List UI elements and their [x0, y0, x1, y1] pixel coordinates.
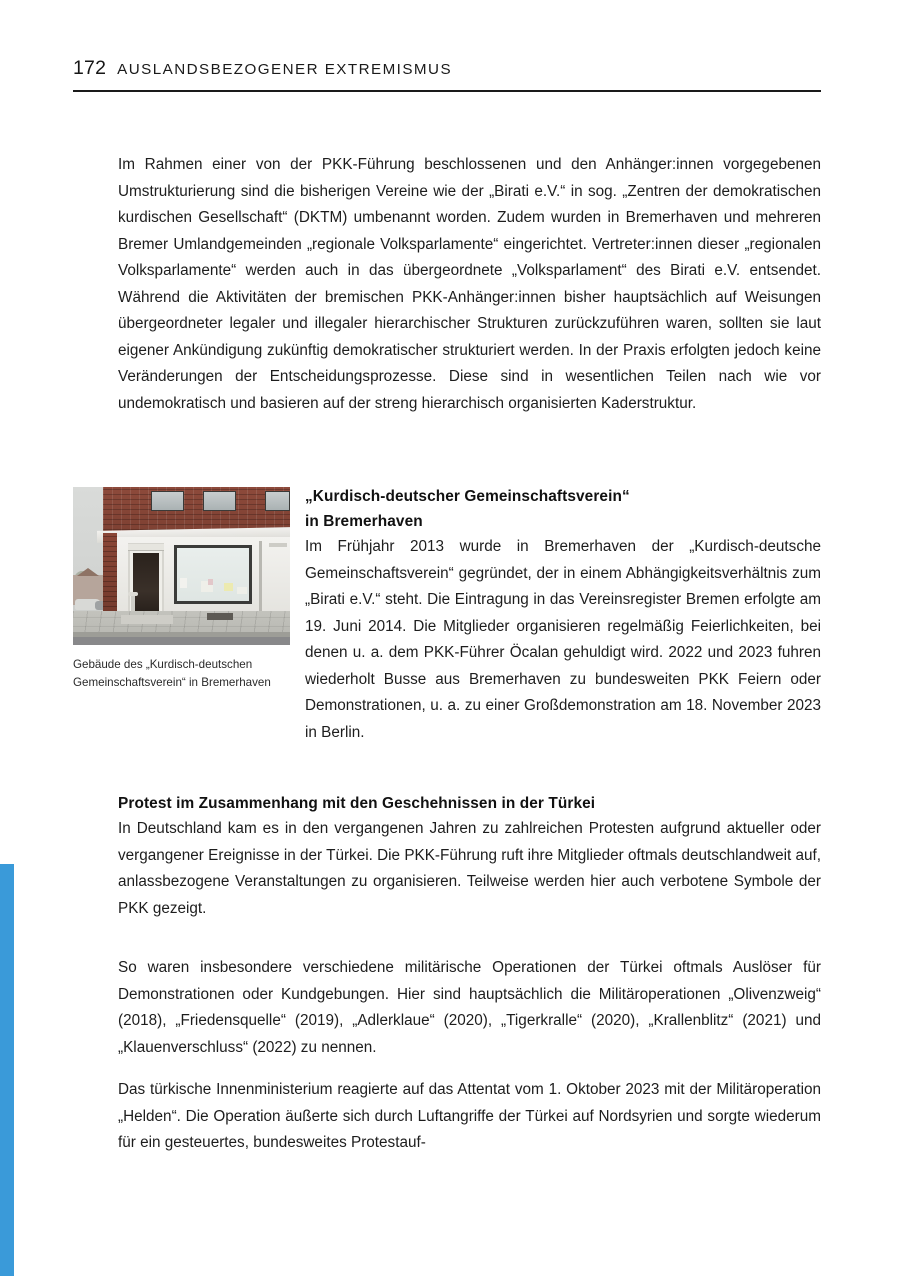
figure-building-photo [73, 487, 290, 691]
figure-caption: Gebäude des „Kurdisch-deutschen Gemeinschaftsverein“ in Bremerhaven [73, 658, 271, 689]
paragraph-protest: In Deutschland kam es in den vergangenen Jahren zu zahlreichen Protesten aufgrund aktueller oder vergangener Ereignisse in der Türkei. Die PKK-Führung ruft ihre Mitglieder oftmals deutschlandweit auf, anlassbezogene Veranstaltungen zu organisieren. Teilweise werden hier auch verbotene Symbole der PKK gezeigt. [118, 820, 821, 917]
chapter-edge-marker [0, 864, 14, 1276]
section-protest [118, 791, 821, 922]
page-number: 172 [73, 57, 107, 79]
photo-entrance-door [133, 553, 159, 617]
heading-gemeinschaftsverein [305, 484, 821, 534]
photo-kurdisch-deutscher-gemeinschaftsverein [73, 487, 290, 645]
heading-line-1: „Kurdisch-deutscher Gemeinschaftsverein“ [305, 488, 630, 505]
paragraph-intro: Im Rahmen einer von der PKK-Führung beschlossenen und den Anhänger:innen vorgegebenen Umstrukturierung sind die bisherigen Vereine wie der „Birati e.V.“ in sog. „Zentren der demokratischen kurdischen Gesellschaft“ (DKTM) umbenannt worden. Zudem wurden in Bremerhaven und mehreren Bremer Umlandgemeinden „regionale Volksparlamente“ eingerichtet. Vertreter:innen dieser „regionalen Volksparlamente“ werden auch in das übergeordnete „Volksparlament“ des Birati e.V. entsendet. Während die Aktivitäten der bremischen PKK-Anhänger:innen bisher hauptsächlich auf Weisungen übergeordneter legaler und illegaler hierarchischer Strukturen zurückzuführen waren, sollten sie laut eigener Ankündigung zukünftig demokratischer strukturiert werden. In der Praxis erfolgten jedoch keine Veränderungen der Entscheidungsprozesse. Diese sind in wesentlichen Teilen nach wie vor undemokratisch und basieren auf der streng hierarchisch organisierten Kaderstruktur. [118, 156, 821, 412]
photo-street-grate [207, 613, 233, 620]
photo-window-poster-5 [237, 587, 247, 594]
photo-window-poster-1 [180, 578, 187, 588]
photo-upper-window-3 [265, 491, 290, 511]
heading-protest: Protest im Zusammenhang mit den Geschehnissen in der Türkei [118, 795, 596, 812]
running-head [73, 57, 821, 80]
paragraph-gemeinschaftsverein: Im Frühjahr 2013 wurde in Bremerhaven der „Kurdisch-deutsche Gemeinschaftsverein“ gegründet, der in einem Abhängigkeitsverhältnis zum „Birati e.V.“ steht. Die Eintragung in das Vereinsregister Bremen erfolgte am 19. Juni 2014. Die Mitglieder organisieren regelmäßig Feierlichkeiten, bei denen u. a. dem PKK-Führer Öcalan gehuldigt wird. 2022 und 2023 fuhren wiederholt Busse aus Bremerhaven zu bundesweiten PKK Feiern oder Demonstrationen, u. a. zu einer Großdemonstration am 18. November 2023 in Berlin. [305, 538, 821, 741]
heading-line-2: in Bremerhaven [305, 513, 423, 530]
photo-shop-window [174, 545, 252, 604]
photo-door-lintel [128, 544, 164, 551]
section-gemeinschaftsverein [305, 484, 821, 746]
photo-wall-sign [269, 543, 287, 547]
photo-entrance-step [121, 615, 173, 624]
photo-window-poster-3 [208, 579, 213, 585]
photo-window-poster-4 [224, 583, 233, 591]
photo-road [73, 637, 290, 645]
photo-upper-window-2 [203, 491, 236, 511]
header-rule [73, 90, 821, 92]
paragraph-military-operations: So waren insbesondere verschiedene militärische Operationen der Türkei oftmals Auslöser für Demonstrationen oder Kundgebungen. Hier sind hauptsächlich die Militäroperationen „Olivenzweig“ (2018), „Friedensquelle“ (2019), „Adlerklaue“ (2020), „Tigerkralle“ (2020), „Krallenblitz“ (2021) und „Klauenverschluss“ (2022) zu nennen. [118, 959, 821, 1056]
running-head-title: AUSLANDSBEZOGENER EXTREMISMUS [117, 61, 453, 78]
photo-upper-window-1 [151, 491, 184, 511]
paragraph-helden: Das türkische Innenministerium reagierte auf das Attentat vom 1. Oktober 2023 mit der Militäroperation „Helden“. Die Operation äußerte sich durch Luftangriffe der Türkei auf Nordsyrien und sorgte wiederum für ein gesteuertes, bundesweites Protestauf- [118, 1081, 821, 1152]
